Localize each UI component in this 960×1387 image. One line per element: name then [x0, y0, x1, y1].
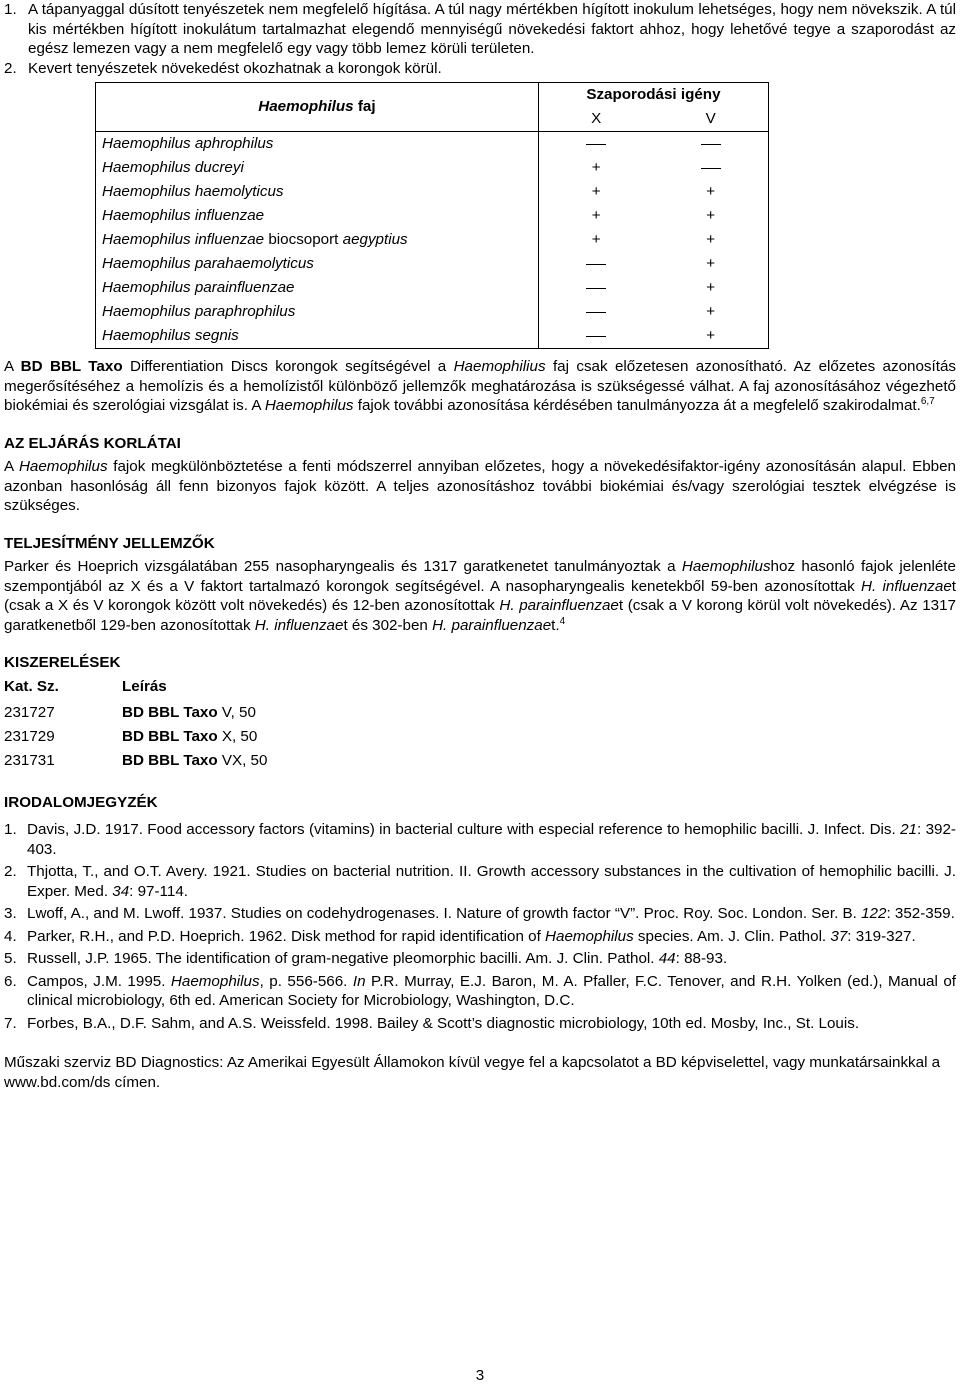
section-title: TELJESÍTMÉNY JELLEMZŐK	[4, 534, 215, 552]
reference-item: 3. Lwoff, A., and M. Lwoff. 1937. Studies on codehydrogenases. I. Nature of growth factor “V”. Proc. Roy. Soc. London. Ser. B. 122: 352-359.	[4, 905, 955, 922]
requirement-v: +	[653, 252, 768, 276]
species-name: Haemophilus paraphrophilus	[96, 300, 539, 324]
section-title: AZ ELJÁRÁS KORLÁTAI	[4, 434, 181, 452]
catalog-number: 231731	[4, 751, 55, 769]
reference-item: 1. Davis, J.D. 1917. Food accessory factors (vitamins) in bacterial culture with especial reference to hemophilic bacilli. J. Infect. Dis. 21: 392-403.	[4, 821, 956, 858]
table-row	[96, 252, 769, 276]
section-performance	[4, 534, 956, 636]
table-row	[96, 300, 769, 324]
dash-mark	[701, 144, 721, 145]
requirement-x	[538, 300, 653, 324]
reference-item: 4. Parker, R.H., and P.D. Hoeprich. 1962. Disk method for rapid identification of Haemophilus species. Am. J. Clin. Pathol. 37: 319-327.	[4, 927, 916, 945]
column-v-header: V	[653, 107, 768, 132]
service-note: Műszaki szerviz BD Diagnostics: Az Amerikai Egyesült Államokon kívül vegye fel a kapcsolatot a BD képviselettel, vagy munkatársainkkal a www.bd.com/ds címen.	[4, 1054, 941, 1091]
species-header: Haemophilus faj	[96, 83, 539, 132]
species-name: Haemophilus influenzae	[96, 204, 539, 228]
requirement-v: +	[653, 204, 768, 228]
requirement-v: +	[653, 228, 768, 252]
species-name: Haemophilus aphrophilus	[96, 132, 539, 157]
species-name: Haemophilus ducreyi	[96, 156, 539, 180]
section-packaging	[4, 653, 956, 775]
requirement-x	[538, 276, 653, 300]
table-row	[96, 324, 769, 349]
list-text: A tápanyaggal dúsított tenyészetek nem megfelelő hígítása. A túl nagy mértékben hígított inokulum lehetséges, hogy nem növekszik. A túl kis mértékben hígított inokulátum tartalmazhat elegendő mennyiségű növekedési faktort ahhoz, hogy lehetővé tegye a szaporodást az egész lemezen vagy a nem megfelelő egy vagy több lemez körüli területen.	[28, 1, 956, 57]
list-text: Kevert tenyészetek növekedést okozhatnak a korongok körül.	[28, 59, 442, 77]
dash-mark	[586, 312, 606, 313]
reference-item: 2. Thjotta, T., and O.T. Avery. 1921. Studies on bacterial nutrition. II. Growth accessory substances in the cultivation of hemophilic bacilli. J. Exper. Med. 34: 97-114.	[4, 863, 956, 900]
page-number: 3	[475, 1367, 485, 1384]
species-name: Haemophilus segnis	[96, 324, 539, 349]
requirement-x	[538, 324, 653, 349]
requirement-v: +	[653, 324, 768, 349]
reference-item: 6. Campos, J.M. 1995. Haemophilus, p. 556-566. In P.R. Murray, E.J. Baron, M. A. Pfaller, F.C. Tenover, and R.H. Yolken (ed.), Manual of clinical microbiology, 6th ed. American Society for Microbiology, Washington, D.C.	[4, 972, 956, 1009]
product-description: BD BBL Taxo V, 50	[122, 703, 256, 721]
reference-item: 5. Russell, J.P. 1965. The identification of gram-negative pleomorphic bacilli. Am. J. Clin. Pathol. 44: 88-93.	[4, 950, 728, 967]
table-row	[96, 132, 769, 157]
species-name: Haemophilus parahaemolyticus	[96, 252, 539, 276]
dash-mark	[586, 288, 606, 289]
requirement-v: +	[653, 276, 768, 300]
catalog-header: Kat. Sz.	[4, 677, 59, 695]
product-description: BD BBL Taxo VX, 50	[122, 751, 268, 769]
requirement-v	[653, 156, 768, 180]
growth-requirement-table	[95, 82, 769, 349]
catalog-number: 231727	[4, 703, 55, 721]
species-name: Haemophilus haemolyticus	[96, 180, 539, 204]
list-number: 1.	[4, 1, 17, 18]
column-x-header: X	[538, 107, 653, 132]
species-name: Haemophilus parainfluenzae	[96, 276, 539, 300]
requirement-x	[538, 132, 653, 157]
species-name: Haemophilus influenzae biocsoport aegyptius	[96, 228, 539, 252]
reference-list	[4, 820, 956, 1033]
section-text: Parker és Hoeprich vizsgálatában 255 nasopharyngealis és 1317 garatkenetet tanulmányoztak a Haemophilushoz hasonló fajok jelenléte szempontjából az X és a V faktort tartalmazó korongok segítségével. A nasopharyngealis kenetekből 59-ben azonosítottak H. influenzaet (csak a X és V korongok között volt növekedés) és 12-ben azonosítottak H. parainfluenzaet (csak a V korong körül volt növekedés). Az 1317 garatkenetből 129-ben azonosítottak H. influenzaet és 302-ben H. parainfluenzaet.$^4$	[4, 558, 957, 634]
dash-mark	[586, 336, 606, 337]
dash-mark	[586, 144, 606, 145]
intro-list	[4, 0, 956, 78]
requirement-v: +	[653, 300, 768, 324]
list-number: 2.	[4, 59, 17, 77]
section-text: A Haemophilus fajok megkülönböztetése a fenti módszerrel annyiban előzetes, hogy a növekedésifaktor-igény azonosításán alapul. Ebben azonban hasonlóság áll fenn bizonyos fajok között. A teljes azonosításhoz további biokémiai és/vagy szerológiai tesztek elvégzése is szükséges.	[4, 458, 956, 514]
dash-mark	[586, 264, 606, 265]
table-row	[96, 276, 769, 300]
requirement-x: +	[538, 180, 653, 204]
section-limitations	[4, 434, 956, 516]
table-row	[96, 204, 769, 228]
requirement-x: +	[538, 204, 653, 228]
section-references	[4, 793, 956, 1034]
requirement-x	[538, 252, 653, 276]
table-row	[96, 228, 769, 252]
catalog-number: 231729	[4, 727, 55, 745]
section-title: KISZERELÉSEK	[4, 654, 121, 671]
description-header: Leírás	[122, 677, 167, 695]
table-row	[96, 156, 769, 180]
section-title: IRODALOMJEGYZÉK	[4, 793, 158, 811]
requirement-v	[653, 132, 768, 157]
dash-mark	[701, 168, 721, 169]
product-description: BD BBL Taxo X, 50	[122, 727, 258, 745]
identification-paragraph: A BD BBL Taxo Differentiation Discs korongok segítségével a Haemophilius faj csak előzetesen azonosítható. Az előzetes azonosítás megerősítéséhez a hemolízis és a hemolízistől különböző jellemzők meghatározása is szükségessé válhat. A faj azonosításához végezhető biokémiai és szerológiai vizsgálat is. A Haemophilus fajok további azonosítása kérdésében tanulmányozza át a megfelelő szakirodalmat.$^{6,7}$	[4, 358, 956, 414]
table-row	[96, 180, 769, 204]
requirement-x: +	[538, 156, 653, 180]
packaging-table	[4, 677, 267, 775]
requirement-v: +	[653, 180, 768, 204]
list-item	[4, 0, 956, 59]
reference-item: 7. Forbes, B.A., D.F. Sahm, and A.S. Weissfeld. 1998. Bailey & Scott’s diagnostic microbiology, 10th ed. Mosby, Inc., St. Louis.	[4, 1014, 860, 1032]
document-page	[4, 0, 956, 1092]
requirement-header: Szaporodási igény	[538, 83, 768, 108]
requirement-x: +	[538, 228, 653, 252]
list-item	[4, 59, 956, 79]
